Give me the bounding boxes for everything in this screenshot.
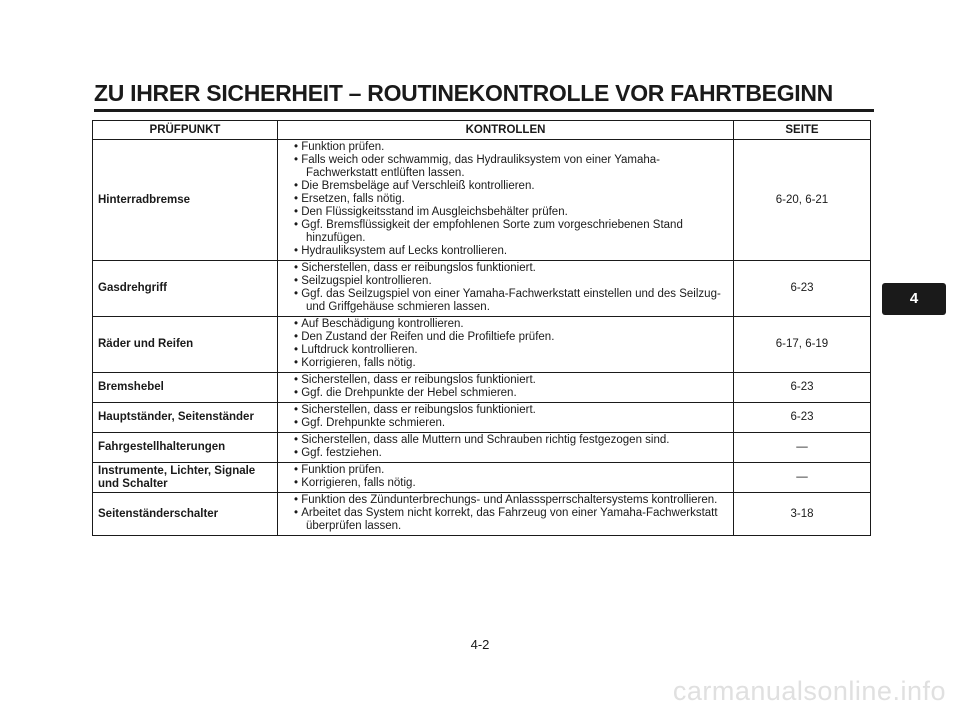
seite-cell: 6-20, 6-21 — [734, 140, 871, 261]
seite-cell: 3-18 — [734, 493, 871, 536]
table-header-row — [93, 121, 871, 140]
kontrollen-cell — [278, 463, 734, 493]
table-row — [93, 140, 871, 261]
check-item: • Die Bremsbeläge auf Verschleiß kontrollieren. — [294, 180, 729, 193]
kontrollen-cell — [278, 403, 734, 433]
check-item: • Falls weich oder schwammig, das Hydrauliksystem von einer Yamaha-Fachwerkstatt entlüften lassen. — [294, 154, 729, 180]
pruefpunkt-cell: Hinterradbremse — [93, 140, 278, 261]
check-item: • Sicherstellen, dass er reibungslos funktioniert. — [294, 374, 729, 387]
check-item: • Ersetzen, falls nötig. — [294, 193, 729, 206]
seite-cell: 6-17, 6-19 — [734, 317, 871, 373]
check-item: • Funktion prüfen. — [294, 141, 729, 154]
check-item: • Seilzugspiel kontrollieren. — [294, 275, 729, 288]
pruefpunkt-cell: Fahrgestellhalterungen — [93, 433, 278, 463]
check-item: • Sicherstellen, dass er reibungslos funktioniert. — [294, 404, 729, 417]
pruefpunkt-cell: Instrumente, Lichter, Signale und Schalter — [93, 463, 278, 493]
page-number: 4-2 — [470, 637, 490, 652]
header-seite: SEITE — [734, 121, 871, 140]
pruefpunkt-cell: Bremshebel — [93, 373, 278, 403]
pruefpunkt-cell: Gasdrehgriff — [93, 261, 278, 317]
header-pruefpunkt: PRÜFPUNKT — [93, 121, 278, 140]
check-item: • Korrigieren, falls nötig. — [294, 357, 729, 370]
pruefpunkt-cell: Räder und Reifen — [93, 317, 278, 373]
seite-cell: — — [734, 463, 871, 493]
check-item: • Luftdruck kontrollieren. — [294, 344, 729, 357]
seite-cell: 6-23 — [734, 373, 871, 403]
kontrollen-cell — [278, 433, 734, 463]
routine-check-table — [92, 120, 871, 536]
check-item: • Arbeitet das System nicht korrekt, das Fahrzeug von einer Yamaha-Fachwerkstatt überprüfen lassen. — [294, 507, 729, 533]
table-row — [93, 493, 871, 536]
check-item: • Auf Beschädigung kontrollieren. — [294, 318, 729, 331]
table-row — [93, 317, 871, 373]
check-item: • Den Zustand der Reifen und die Profiltiefe prüfen. — [294, 331, 729, 344]
check-item: • Ggf. die Drehpunkte der Hebel schmieren. — [294, 387, 729, 400]
table-row — [93, 463, 871, 493]
check-item: • Funktion prüfen. — [294, 464, 729, 477]
check-item: • Ggf. festziehen. — [294, 447, 729, 460]
table-row — [93, 373, 871, 403]
kontrollen-cell — [278, 140, 734, 261]
pruefpunkt-cell: Hauptständer, Seitenständer — [93, 403, 278, 433]
check-item: • Sicherstellen, dass alle Muttern und Schrauben richtig festgezogen sind. — [294, 434, 729, 447]
check-item: • Korrigieren, falls nötig. — [294, 477, 729, 490]
check-item: • Ggf. das Seilzugspiel von einer Yamaha-Fachwerkstatt einstellen und des Seilzug- und Griffgehäuse schmieren lassen. — [294, 288, 729, 314]
header-kontrollen: KONTROLLEN — [278, 121, 734, 140]
check-item: • Sicherstellen, dass er reibungslos funktioniert. — [294, 262, 729, 275]
chapter-tab: 4 — [882, 283, 946, 315]
check-item: • Ggf. Drehpunkte schmieren. — [294, 417, 729, 430]
kontrollen-cell — [278, 317, 734, 373]
check-item: • Ggf. Bremsflüssigkeit der empfohlenen Sorte zum vorgeschriebenen Stand hinzufügen. — [294, 219, 729, 245]
kontrollen-cell — [278, 493, 734, 536]
seite-cell: 6-23 — [734, 261, 871, 317]
seite-cell: — — [734, 433, 871, 463]
pruefpunkt-cell: Seitenständerschalter — [93, 493, 278, 536]
watermark: carmanualsonline.info — [672, 676, 946, 706]
check-item: • Funktion des Zündunterbrechungs- und Anlasssperrschaltersystems kontrollieren. — [294, 494, 729, 507]
page-title: ZU IHRER SICHERHEIT – ROUTINEKONTROLLE VOR FAHRTBEGINN — [94, 80, 833, 106]
table-body — [93, 140, 871, 536]
table-row — [93, 433, 871, 463]
title-underline — [94, 109, 874, 112]
seite-cell: 6-23 — [734, 403, 871, 433]
table-row — [93, 403, 871, 433]
check-item: • Den Flüssigkeitsstand im Ausgleichsbehälter prüfen. — [294, 206, 729, 219]
kontrollen-cell — [278, 373, 734, 403]
table-row — [93, 261, 871, 317]
kontrollen-cell — [278, 261, 734, 317]
check-item: • Hydrauliksystem auf Lecks kontrollieren. — [294, 245, 729, 258]
